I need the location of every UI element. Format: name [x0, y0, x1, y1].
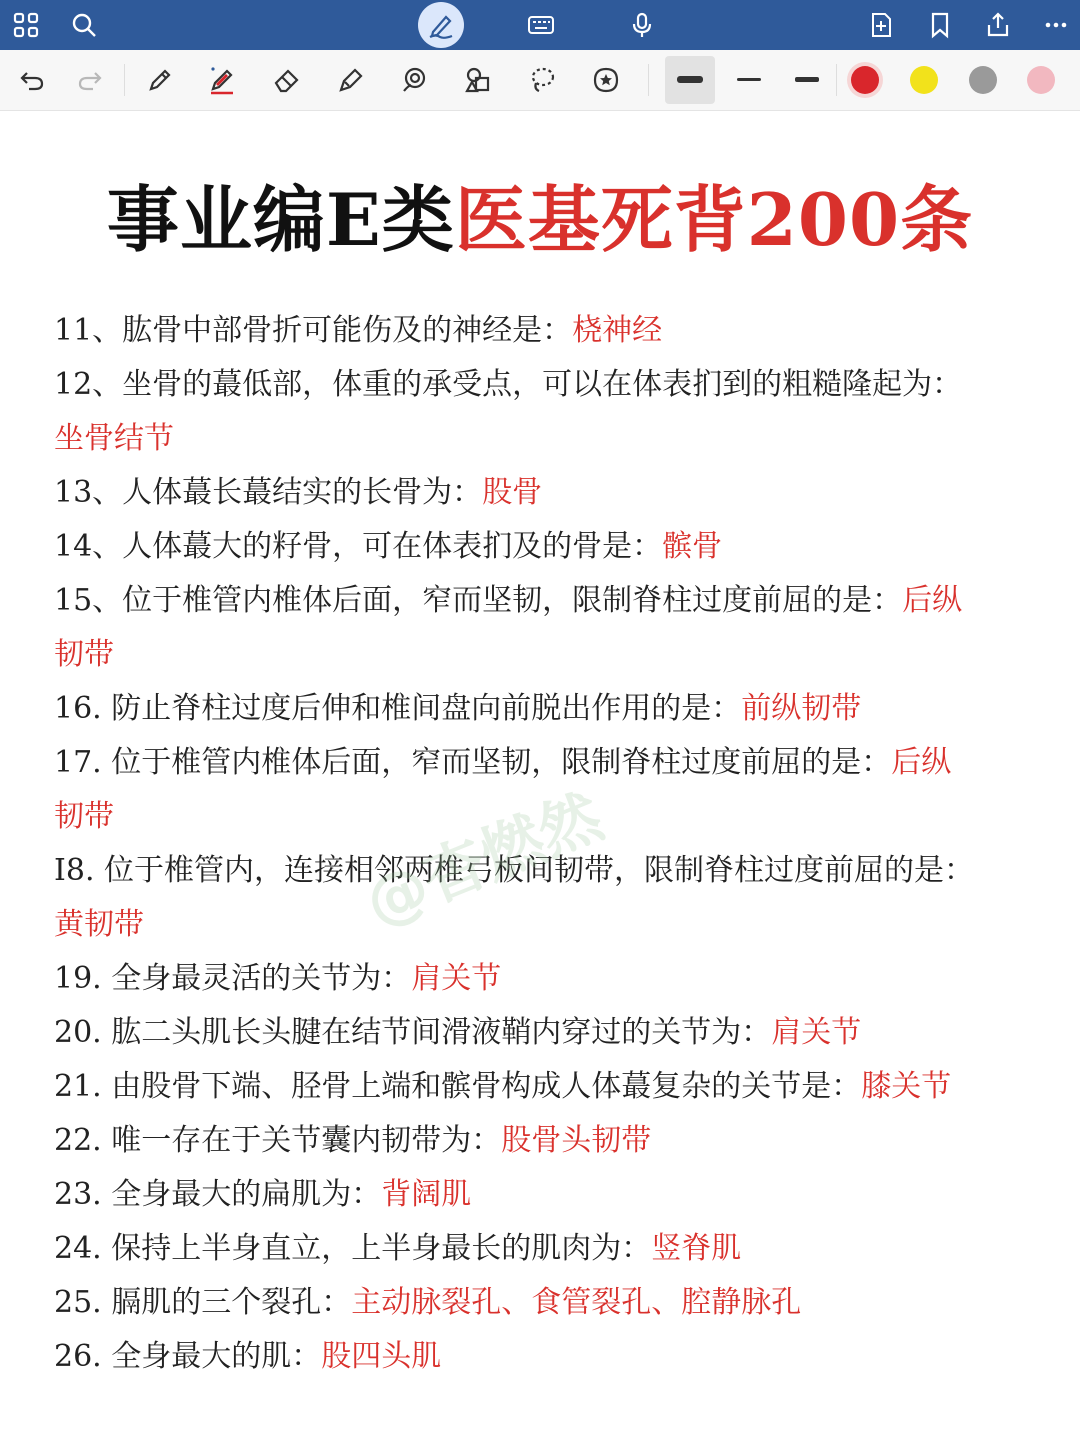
page-title [0, 170, 1080, 270]
note-line: 13、人体蕞长蕞结实的长骨为：股骨 [54, 475, 543, 510]
note-line: 24. 保持上半身直立，上半身最长的肌肉为：竖脊肌 [54, 1231, 742, 1266]
keyboard-icon[interactable] [521, 5, 561, 45]
highlighter-pen-icon[interactable] [202, 60, 242, 100]
color-swatch-red[interactable] [851, 66, 879, 94]
search-icon[interactable] [64, 5, 104, 45]
note-line: 11、肱骨中部骨折可能伤及的神经是：桡神经 [54, 313, 663, 348]
color-swatch-gray[interactable] [969, 66, 997, 94]
note-line: 15、位于椎管内椎体后面，窄而坚韧，限制脊柱过度前屈的是：后纵 [54, 583, 963, 618]
lasso-select-icon[interactable] [522, 60, 562, 100]
note-line: 22. 唯一存在于关节囊内韧带为：股骨头韧带 [54, 1123, 652, 1158]
note-line: 韧带 [54, 637, 114, 672]
note-line: 26. 全身最大的肌：股四头肌 [54, 1339, 442, 1374]
lasso-shape-icon[interactable] [394, 60, 434, 100]
note-line: 12、坐骨的蕞低部，体重的承受点，可以在体表扪到的粗糙隆起为： [54, 367, 963, 402]
note-line: 21. 由股骨下端、胫骨上端和髌骨构成人体蕞复杂的关节是：膝关节 [54, 1069, 952, 1104]
color-swatch-yellow[interactable] [910, 66, 938, 94]
bookmark-icon[interactable] [920, 5, 960, 45]
undo-icon[interactable] [12, 60, 52, 100]
stroke-thick-icon[interactable] [677, 76, 703, 83]
share-icon[interactable] [978, 5, 1018, 45]
redo-icon[interactable] [70, 60, 110, 100]
note-line: 黄韧带 [54, 907, 144, 942]
add-page-icon[interactable] [861, 5, 901, 45]
note-line: 20. 肱二头肌长头腱在结节间滑液鞘内穿过的关节为：肩关节 [54, 1015, 862, 1050]
title-part-black: 事业编E类 [106, 177, 455, 262]
note-line: 韧带 [54, 799, 114, 834]
shapes-icon[interactable] [459, 60, 499, 100]
note-line: 19. 全身最灵活的关节为：肩关节 [54, 961, 502, 996]
stroke-medium-icon[interactable] [737, 78, 761, 81]
note-line: 17. 位于椎管内椎体后面，窄而坚韧，限制脊柱过度前屈的是：后纵 [54, 745, 952, 780]
note-line: I8. 位于椎管内，连接相邻两椎弓板间韧带，限制脊柱过度前屈的是： [54, 853, 975, 888]
microphone-icon[interactable] [622, 5, 662, 45]
watermark: @杳燃然 [354, 779, 613, 940]
note-line: 25. 膈肌的三个裂孔：主动脉裂孔、食管裂孔、腔静脉孔 [54, 1285, 802, 1320]
note-line: 14、人体蕞大的籽骨，可在体表扪及的骨是：髌骨 [54, 529, 723, 564]
note-line: 16. 防止脊柱过度后伸和椎间盘向前脱出作用的是：前纵韧带 [54, 691, 862, 726]
note-line: 坐骨结节 [54, 421, 174, 456]
pen-icon[interactable] [140, 60, 180, 100]
eraser-icon[interactable] [267, 60, 307, 100]
grid-icon[interactable] [6, 5, 46, 45]
top-app-bar [0, 0, 1080, 50]
note-line: 23. 全身最大的扁肌为：背阔肌 [54, 1177, 472, 1212]
sticker-icon[interactable] [586, 60, 626, 100]
more-icon[interactable] [1036, 5, 1076, 45]
title-part-red: 医基死背200条 [454, 177, 974, 262]
pen-mode-icon[interactable] [418, 2, 464, 48]
stroke-thin-icon[interactable] [795, 77, 819, 82]
marker-icon[interactable] [331, 60, 371, 100]
color-swatch-pink[interactable] [1027, 66, 1055, 94]
